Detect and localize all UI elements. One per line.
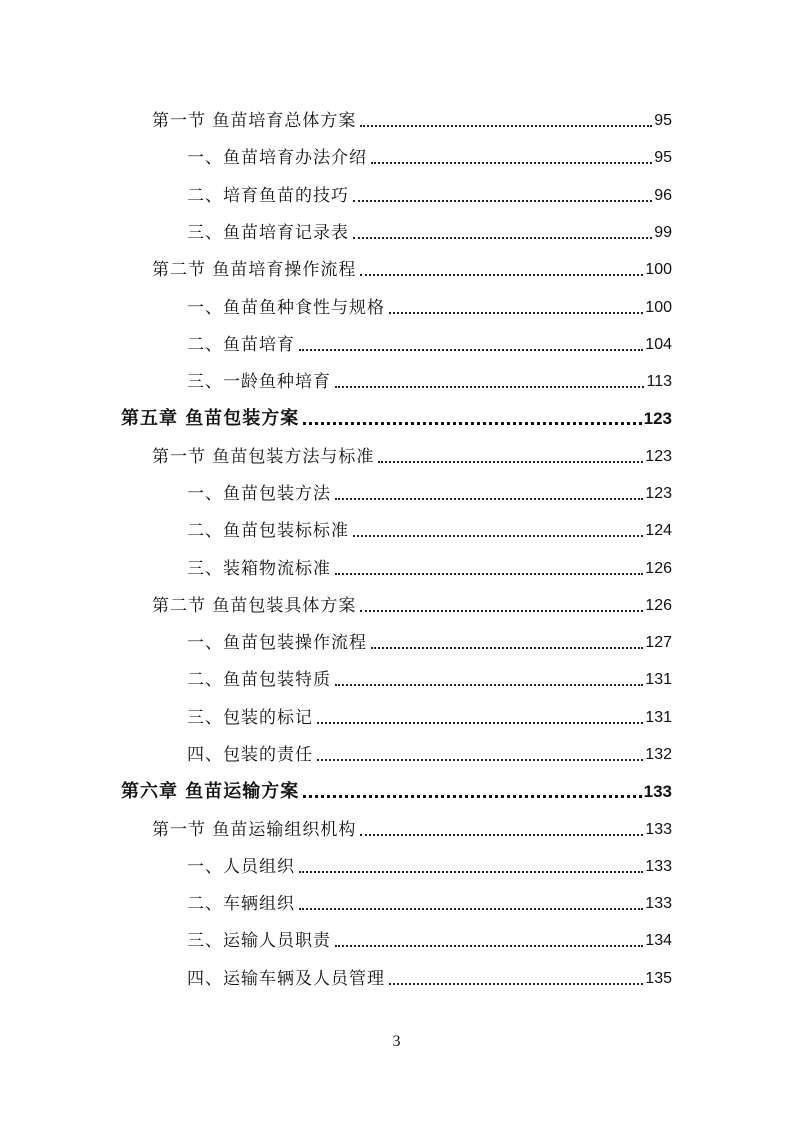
dot-leader [360,274,643,276]
toc-entry[interactable] [187,699,672,729]
toc-entry-page: 134 [645,932,672,949]
toc-entry-title: 四、包装的责任 [187,745,313,765]
toc-entry-title: 二、鱼苗包装特质 [187,670,331,690]
dot-leader [353,237,652,239]
toc-entry[interactable] [152,587,672,617]
toc-entry[interactable] [152,102,672,132]
toc-entry-page: 100 [645,299,672,316]
dot-leader [371,647,643,649]
dot-leader [360,125,652,127]
toc-entry[interactable] [187,512,672,542]
dot-leader [389,312,643,314]
toc-entry-title: 三、装箱物流标准 [187,559,331,579]
dot-leader [299,908,643,910]
dot-leader [371,162,652,164]
toc-entry-page: 133 [645,821,672,838]
dot-leader [360,834,643,836]
toc-entry[interactable] [187,736,672,766]
toc-entry[interactable] [187,326,672,356]
toc-entry-title: 第六章 鱼苗运输方案 [121,781,300,802]
toc-entry-page: 126 [645,597,672,614]
toc-entry-title: 二、培育鱼苗的技巧 [187,186,349,206]
toc-entry[interactable] [152,251,672,281]
toc-entry-page: 131 [645,709,672,726]
toc-entry-page: 133 [643,782,672,801]
toc-entry-title: 第一节 鱼苗运输组织机构 [152,820,357,840]
toc-entry-title: 第二节 鱼苗培育操作流程 [152,260,357,280]
toc-entry[interactable] [152,438,672,468]
toc-entry-title: 三、鱼苗培育记录表 [187,223,349,243]
toc-entry[interactable] [187,848,672,878]
dot-leader [335,945,643,947]
toc-entry[interactable] [187,624,672,654]
toc-entry-title: 第五章 鱼苗包装方案 [121,408,300,429]
toc-entry-title: 第一节 鱼苗培育总体方案 [152,111,357,131]
toc-entry-title: 二、车辆组织 [187,894,295,914]
toc-entry-title: 第一节 鱼苗包装方法与标准 [152,447,375,467]
toc-entry-title: 二、鱼苗培育 [187,335,295,355]
toc-entry[interactable] [187,289,672,319]
toc-entry-title: 第二节 鱼苗包装具体方案 [152,596,357,616]
toc-entry-page: 124 [645,522,672,539]
dot-leader [360,610,643,612]
dot-leader [378,461,643,463]
toc-entry[interactable] [152,811,672,841]
toc-entry[interactable] [187,960,672,990]
toc-entry-page: 104 [645,336,672,353]
dot-leader [335,573,643,575]
toc-entry-page: 123 [645,485,672,502]
dot-leader [299,871,643,873]
toc-entry-page: 123 [645,448,672,465]
dot-leader [303,422,641,425]
toc-entry-title: 三、运输人员职责 [187,931,331,951]
dot-leader [303,795,641,798]
toc-entry-page: 131 [645,671,672,688]
toc-entry-page: 135 [645,970,672,987]
toc-entry[interactable] [187,550,672,580]
toc-chapter-entry[interactable] [121,773,672,803]
dot-leader [317,759,643,761]
toc-entry[interactable] [187,177,672,207]
dot-leader [335,684,643,686]
toc-entry-title: 一、鱼苗包装方法 [187,484,331,504]
toc-entry-title: 四、运输车辆及人员管理 [187,969,385,989]
toc-entry-page: 123 [643,409,672,428]
dot-leader [299,349,643,351]
toc-entry-title: 一、人员组织 [187,857,295,877]
toc-entry[interactable] [187,139,672,169]
toc-entry[interactable] [187,885,672,915]
toc-entry[interactable] [187,214,672,244]
dot-leader [353,200,652,202]
page-number: 3 [392,1033,401,1050]
toc-entry-page: 100 [645,261,672,278]
toc-entry-title: 三、包装的标记 [187,708,313,728]
dot-leader [353,535,643,537]
toc-entry-page: 126 [645,560,672,577]
toc-entry[interactable] [187,922,672,952]
toc-entry[interactable] [187,661,672,691]
toc-entry-title: 一、鱼苗培育办法介绍 [187,148,367,168]
toc-entry-title: 一、鱼苗包装操作流程 [187,633,367,653]
toc-entry-page: 99 [654,224,672,241]
toc-entry-page: 96 [654,187,672,204]
toc-entry-title: 一、鱼苗鱼种食性与规格 [187,298,385,318]
toc-entry-page: 127 [645,634,672,651]
toc-entry-page: 113 [646,373,672,390]
toc-entry-page: 132 [645,746,672,763]
toc-entry-page: 95 [654,112,672,129]
toc-entry-page: 95 [654,149,672,166]
dot-leader [317,722,643,724]
toc-entry[interactable] [187,475,672,505]
toc-entry-page: 133 [645,858,672,875]
toc-entry-page: 133 [645,895,672,912]
dot-leader [335,498,643,500]
dot-leader [335,386,644,388]
toc-entry-title: 三、一龄鱼种培育 [187,372,331,392]
toc-chapter-entry[interactable] [121,400,672,430]
toc-entry-title: 二、鱼苗包装标标准 [187,521,349,541]
toc-entry[interactable] [187,363,672,393]
dot-leader [389,983,643,985]
